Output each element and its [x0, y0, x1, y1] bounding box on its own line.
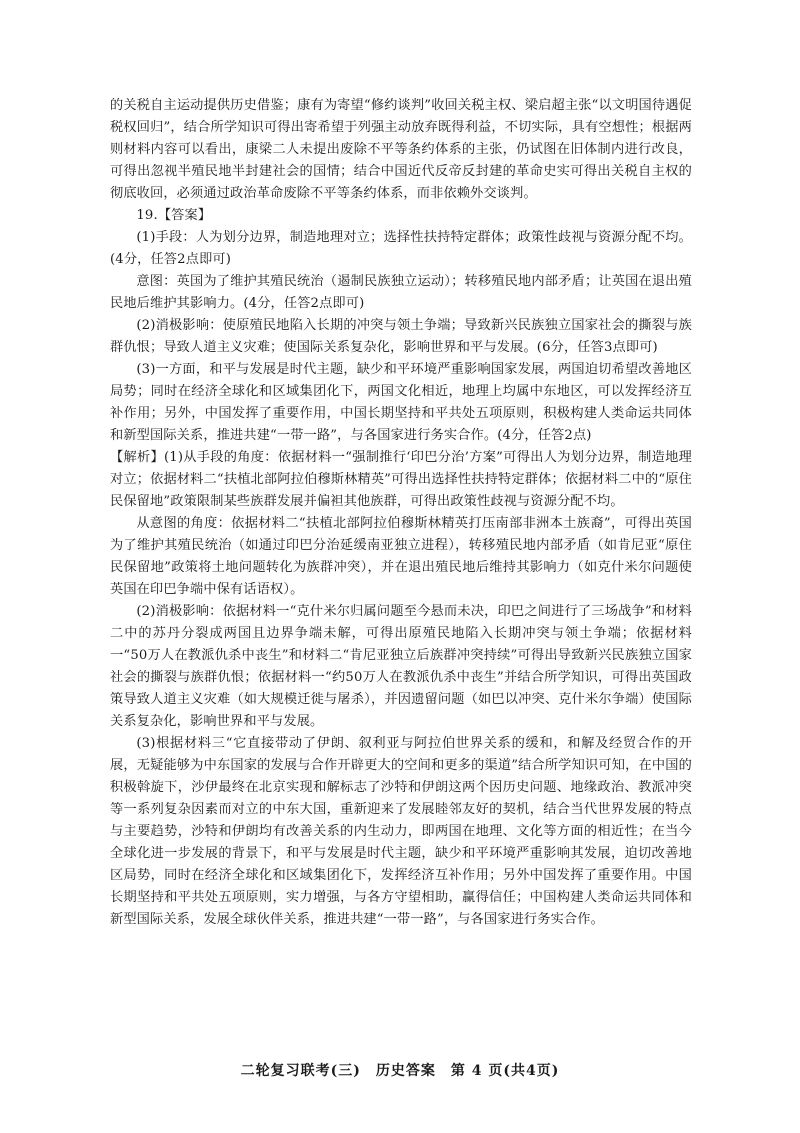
answer-part-2: (2)消极影响：使原殖民地陷入长期的冲突与领土争端；导致新兴民族独立国家社会的撕裂与族群仇恨；导致人道主义灾难；使国际关系复杂化，影响世界和平与发展。(6分，任答3点即可): [110, 318, 692, 355]
analysis-part-1-intent: 从意图的角度：依据材料二“扶植北部阿拉伯穆斯林精英打压南部非洲本土族裔”，可得出英国为了维护其殖民统治（如通过印巴分治延缓南亚独立进程），转移殖民地内部矛盾（如肯尼亚“原住民保留地”政策将土地问题转化为族群冲突），并在退出殖民地后维持其影响力（如克什米尔问题使英国在印巴争端中保有话语权）。: [110, 516, 692, 597]
analysis-part-3: (3)根据材料三“它直接带动了伊朗、叙利亚与阿拉伯世界关系的缓和，和解及经贸合作的开展，无疑能够为中东国家的发展与合作开辟更大的空间和更多的渠道”结合所学知识可知，在中国的积极斡旋下，沙伊最终在北京实现和解标志了沙特和伊朗这两个因历史问题、地缘政治、教派冲突等一系列复杂因素而对立的中东大国，重新迎来了发展睦邻友好的契机，结合当代世界发展的特点与主要趋势，沙特和伊朗均有改善关系的内生动力，即两国在地理、文化等方面的相近性；在当今全球化进一步发展的背景下，和平与发展是时代主题，缺少和平环境严重影响其发展，迫切改善地区局势，同时在经济全球化和区域集团化下，发挥经济互补作用；另外中国发挥了重要作用。中国长期坚持和平共处五项原则，实力增强，与各方守望相助，赢得信任；中国构建人类命运共同体和新型国际关系，发展全球伙伴关系，推进共建“一带一路”，与各国家进行务实合作。: [110, 736, 692, 927]
answer-part-1-means: (1)手段：人为划分边界，制造地理对立；选择性扶持特定群体；政策性歧视与资源分配不均。(4分，任答2点即可): [110, 230, 692, 267]
paragraph-continued: 的关税自主运动提供历史借鉴；康有为寄望“修约谈判”收回关税主权、梁启超主张“以文明国待遇促税权回归”，结合所学知识可得出寄希望于列强主动放弃既得利益，不切实际，具有空想性；根据两则材料内容可以看出，康梁二人未提出废除不平等条约体系的主张，仍试图在旧体制内进行改良，可得出忽视半殖民地半封建社会的国情；结合中国近代反帝反封建的革命史实可得出关税自主权的彻底收回，必须通过政治革命废除不平等条约体系，而非依赖外交谈判。: [110, 98, 692, 201]
answer-content: [110, 95, 692, 931]
page-footer: 二轮复习联考(三) 历史答案 第 4 页(共4页): [240, 1063, 560, 1079]
answer-part-3: (3)一方面，和平与发展是时代主题，缺少和平环境严重影响国家发展，两国迫切希望改善地区局势；同时在经济全球化和区域集团化下，两国文化相近，地理上均属中东地区，可以发挥经济互补作用；另外，中国发挥了重要作用，中国长期坚持和平共处五项原则，积极构建人类命运共同体和新型国际关系，推进共建“一带一路”，与各国家进行务实合作。(4分，任答2点): [110, 362, 692, 443]
analysis-part-2: (2)消极影响：依据材料一“克什米尔归属问题至今悬而未决，印巴之间进行了三场战争”和材料二中的苏丹分裂成两国且边界争端未解，可得出原殖民地陷入长期冲突与领土争端；依据材料一“50万人在教派仇杀中丧生”和材料二“肯尼亚独立后族群冲突持续”可得出导致新兴民族独立国家社会的撕裂与族群仇恨；依据材料一“约50万人在教派仇杀中丧生”并结合所学知识，可得出英国政策导致人道主义灾难（如大规模迁徙与屠杀），并因遗留问题（如巴以冲突、克什米尔争端）使国际关系复杂化，影响世界和平与发展。: [110, 604, 692, 729]
analysis-part-1-means: 【解析】(1)从手段的角度：依据材料一“强制推行‘印巴分治’方案”可得出人为划分边界，制造地理对立；依据材料二“扶植北部阿拉伯穆斯林精英”可得出选择性扶持特定群体；依据材料二中的“原住民保留地”政策限制某些族群发展并偏袒其他族群，可得出政策性歧视与资源分配不均。: [110, 450, 692, 509]
answer-part-1-intent: 意图：英国为了维护其殖民统治（遏制民族独立运动）；转移殖民地内部矛盾；让英国在退出殖民地后维护其影响力。(4分，任答2点即可): [110, 274, 692, 311]
question-19-heading: 19.【答案】: [136, 208, 212, 223]
